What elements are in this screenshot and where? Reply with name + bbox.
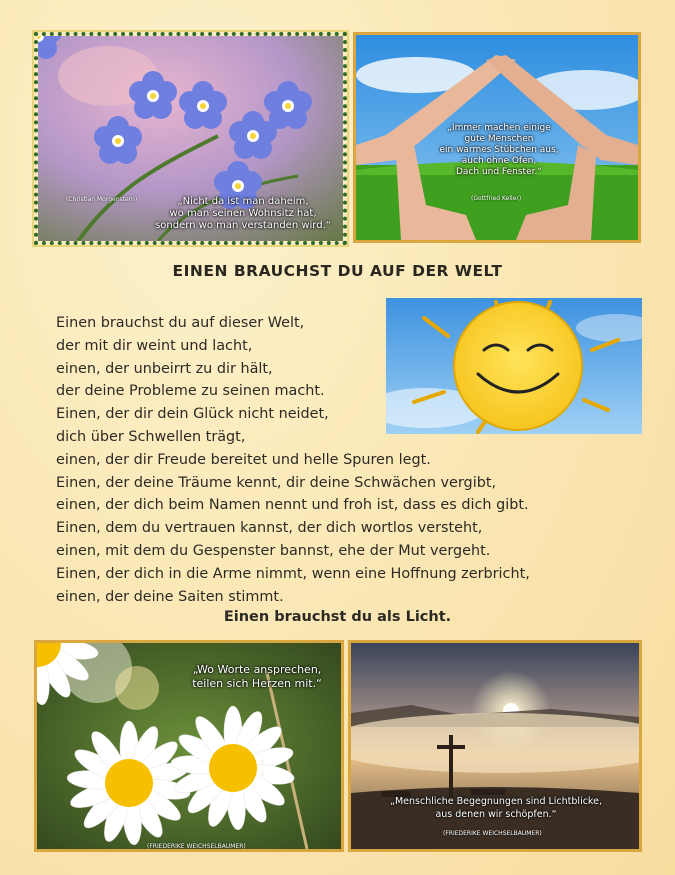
daisies-photo — [34, 640, 344, 852]
poem-line: einen, der dir Freude bereitet und helle Spuren legt. — [56, 451, 431, 468]
quote-text — [148, 196, 338, 232]
forget-me-not-photo — [34, 32, 347, 245]
quote-line: gute Menschen — [464, 134, 534, 144]
quote-line: sondern wo man verstanden wird.“ — [155, 220, 331, 231]
poem-line: Einen, der dich in die Arme nimmt, wenn eine Hoffnung zerbricht, — [56, 565, 530, 582]
quote-line: teilen sich Herzen mit.“ — [192, 677, 322, 690]
quote-credit: (FRIEDERIKE WEICHSELBAUMER) — [147, 843, 246, 850]
quote-text — [361, 795, 631, 821]
poem-line: Einen, der deine Träume kennt, dir deine Schwächen vergibt, — [56, 474, 497, 491]
quote-text — [187, 663, 327, 691]
hands-house-photo — [353, 32, 641, 243]
poem-line: dich über Schwellen trägt, — [56, 428, 246, 445]
sunrise-photo — [348, 640, 642, 852]
page-title: EINEN BRAUCHST DU AUF DER WELT — [172, 262, 503, 280]
poem-line: einen, der unbeirrt zu dir hält, — [56, 360, 273, 377]
quote-text — [434, 123, 564, 178]
poem-line: der deine Probleme zu seinen macht. — [56, 383, 325, 400]
quote-line: Dach und Fenster.“ — [455, 167, 543, 177]
quote-credit: (FRIEDERIKE WEICHSELBAUMER) — [443, 830, 542, 837]
poem-line: Einen, dem du vertrauen kannst, der dich wortlos versteht, — [56, 520, 483, 537]
quote-line: wo man seinen Wohnsitz hat, — [169, 208, 317, 219]
poem-text — [56, 312, 530, 608]
quote-line: „Menschliche Begegnungen sind Lichtblicke, — [390, 796, 602, 807]
quote-credit: (Gottfried Keller) — [471, 195, 522, 202]
poem-line: Einen brauchst du auf dieser Welt, — [56, 315, 305, 331]
closing-line: Einen brauchst du als Licht. — [223, 609, 452, 625]
quote-line: ein warmes Stübchen aus, — [439, 145, 559, 155]
quote-line: „Nicht da ist man daheim, — [177, 196, 309, 207]
quote-line: „Immer machen einige — [447, 123, 551, 133]
quote-line: aus denen wir schöpfen.“ — [435, 809, 557, 820]
poem-line: einen, mit dem du Gespenster bannst, ehe der Mut vergeht. — [56, 542, 491, 559]
poem-line: Einen, der dir dein Glück nicht neidet, — [56, 406, 329, 423]
poem-line: einen, der dich beim Namen nennt und froh ist, dass es dich gibt. — [56, 497, 529, 514]
quote-line: auch ohne Ofen, — [461, 156, 537, 166]
poem-line: der mit dir weint und lacht, — [56, 337, 253, 354]
quote-credit: (Christian Morgenstern) — [66, 196, 138, 203]
quote-line: „Wo Worte ansprechen, — [192, 663, 322, 676]
poem-line: einen, der deine Saiten stimmt. — [56, 588, 284, 605]
